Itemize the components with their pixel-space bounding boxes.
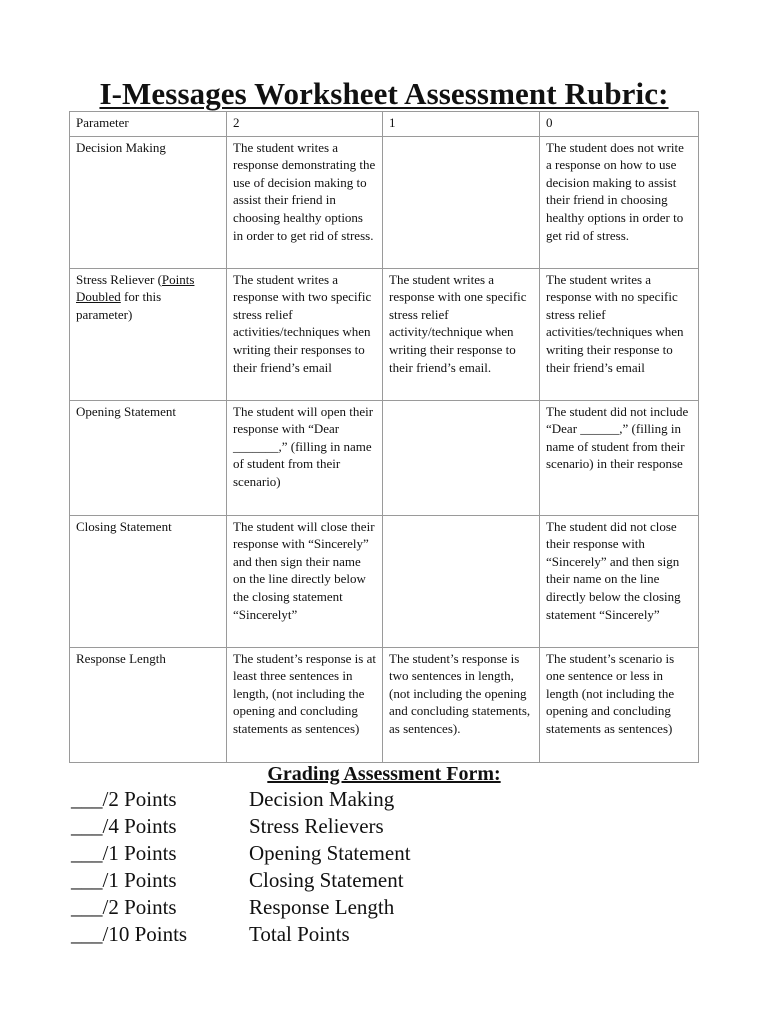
points-blank: ___/1 Points (71, 841, 177, 865)
header-score-2: 2 (227, 112, 383, 137)
grading-form-title (0, 762, 768, 786)
score-0-cell: The student writes a response with no specific stress relief activities/techniques when writing their response to their friend’s email (540, 268, 699, 400)
grading-category: Closing Statement (249, 868, 404, 892)
score-1-cell: The student’s response is two sentences in length, (not including the opening and concluding statements, as sentences). (383, 647, 540, 762)
list-item (71, 921, 671, 948)
score-0-cell: The student’s scenario is one sentence or less in length (not including the opening and concluding statements as sentences) (540, 647, 699, 762)
score-1-cell (383, 515, 540, 647)
grading-category: Response Length (249, 895, 395, 919)
score-2-cell: The student writes a response demonstrating the use of decision making to assist their friend in choosing healthy options in order to get rid of stress. (227, 136, 383, 268)
cell-text: The student did not include “Dear (546, 403, 689, 437)
name-blank: ______ (580, 421, 620, 437)
header-parameter: Parameter (70, 112, 227, 137)
grading-category: Opening Statement (249, 841, 411, 865)
page-title: I-Messages Worksheet Assessment Rubric: (99, 76, 669, 111)
list-item (71, 894, 671, 921)
cell-text: ,” (filling in name of student from their scenario) in their response (546, 421, 685, 472)
grading-category: Decision Making (249, 787, 395, 811)
score-1-cell (383, 400, 540, 515)
parameter-cell: Opening Statement (70, 400, 227, 515)
table-row (70, 268, 699, 400)
score-1-cell: The student writes a response with one specific stress relief activity/technique when writing their response to their friend’s email. (383, 268, 540, 400)
parameter-text: Stress Reliever ( (76, 271, 162, 287)
parameter-cell (70, 268, 227, 400)
score-2-cell: The student’s response is at least three sentences in length, (not including the opening and concluding statements as sentences) (227, 647, 383, 762)
parameter-cell: Response Length (70, 647, 227, 762)
header-score-1: 1 (383, 112, 540, 137)
list-item (71, 867, 671, 894)
list-item (71, 813, 671, 840)
points-blank: ___/1 Points (71, 868, 177, 892)
grading-form-title-text: Grading Assessment Form: (267, 763, 501, 785)
grading-form-list (71, 786, 671, 948)
parameter-cell: Decision Making (70, 136, 227, 268)
points-doubled-note: Points Doubled (76, 271, 195, 305)
list-item (71, 840, 671, 867)
score-1-cell (383, 136, 540, 268)
score-0-cell: The student does not write a response on how to use decision making to assist their friend in choosing healthy options in order to get rid of stress. (540, 136, 699, 268)
grading-category: Total Points (249, 922, 350, 946)
name-blank: _______ (233, 438, 279, 454)
grading-category: Stress Relievers (249, 814, 384, 838)
table-row (70, 515, 699, 647)
score-2-cell (227, 400, 383, 515)
points-blank: ___/4 Points (71, 814, 177, 838)
points-blank: ___/10 Points (71, 922, 188, 946)
score-0-cell (540, 400, 699, 515)
points-blank: ___/2 Points (71, 787, 177, 811)
parameter-cell: Closing Statement (70, 515, 227, 647)
table-row (70, 136, 699, 268)
table-header-row (70, 112, 699, 137)
table-row (70, 400, 699, 515)
header-score-0: 0 (540, 112, 699, 137)
score-2-cell: The student will close their response with “Sincerely” and then sign their name on the line directly below the closing statement “Sincerelyt” (227, 515, 383, 647)
parameter-text: for this parameter) (76, 289, 162, 322)
rubric-table (69, 111, 699, 763)
score-0-cell: The student did not close their response with “Sincerely” and then sign their name on the line directly below the closing statement “Sincerely” (540, 515, 699, 647)
table-row (70, 647, 699, 762)
list-item (71, 786, 671, 813)
points-blank: ___/2 Points (71, 895, 177, 919)
cell-text: The student will open their response with “Dear (233, 403, 374, 437)
cell-text: ,” (filling in name of student from their scenario) (233, 438, 372, 489)
score-2-cell: The student writes a response with two specific stress relief activities/techniques when writing their responses to their friend’s email (227, 268, 383, 400)
